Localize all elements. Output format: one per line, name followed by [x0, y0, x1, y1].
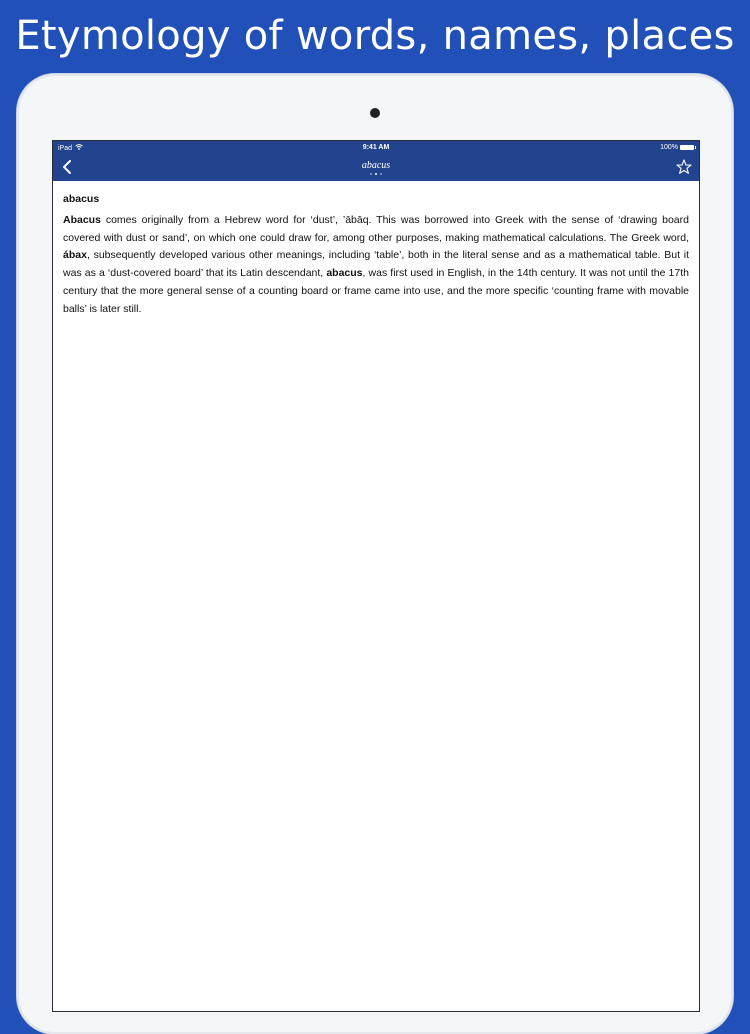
page-indicator[interactable]: [53, 173, 699, 175]
entry-segment: Abacus: [63, 214, 101, 226]
status-right: [660, 144, 694, 151]
star-outline-icon: [675, 158, 693, 176]
entry-content: [53, 181, 699, 318]
promo-title: Etymology of words, names, places: [15, 13, 735, 59]
entry-body: [63, 212, 689, 318]
entry-segment: , subsequently developed various other meanings, including ‘table’, both in the literal sense and as a mathematical table. But it was as a ‘dust-covered board’ that its Latin descendant,: [63, 249, 689, 280]
entry-segment: abacus: [326, 267, 363, 280]
status-bar: [53, 141, 699, 155]
page-dot: [380, 173, 382, 175]
battery-icon: [680, 145, 694, 150]
entry-segment: comes originally from a Hebrew word for ‘dust’, ’ābāq. This was borrowed into Greek with the sense of ‘drawing board covered with dust or sand’, on which one could draw for, among other purposes, making mathematical calculations. The Greek word,: [63, 214, 689, 244]
page-dot: [370, 173, 372, 175]
battery-percent: 100%: [660, 144, 678, 151]
entry-segment: ábax: [63, 249, 87, 262]
entry-headword: abacus: [63, 193, 100, 205]
status-time: 9:41 AM: [362, 144, 390, 151]
nav-title: abacus: [361, 160, 391, 171]
nav-bar: [53, 155, 699, 181]
favorite-button[interactable]: [675, 158, 693, 176]
device-label: iPad: [58, 144, 73, 152]
ipad-frame: [17, 74, 733, 1034]
entry-segment: , was first used in English, in the 14th century. It was not until the 17th century that the more general sense of a counting board or frame came into use, and the more specific ‘counting frame with movable balls’ is later still.: [63, 267, 689, 315]
page-dot: [375, 173, 377, 175]
camera-dot: [370, 108, 380, 118]
app-screen: [52, 140, 700, 1012]
